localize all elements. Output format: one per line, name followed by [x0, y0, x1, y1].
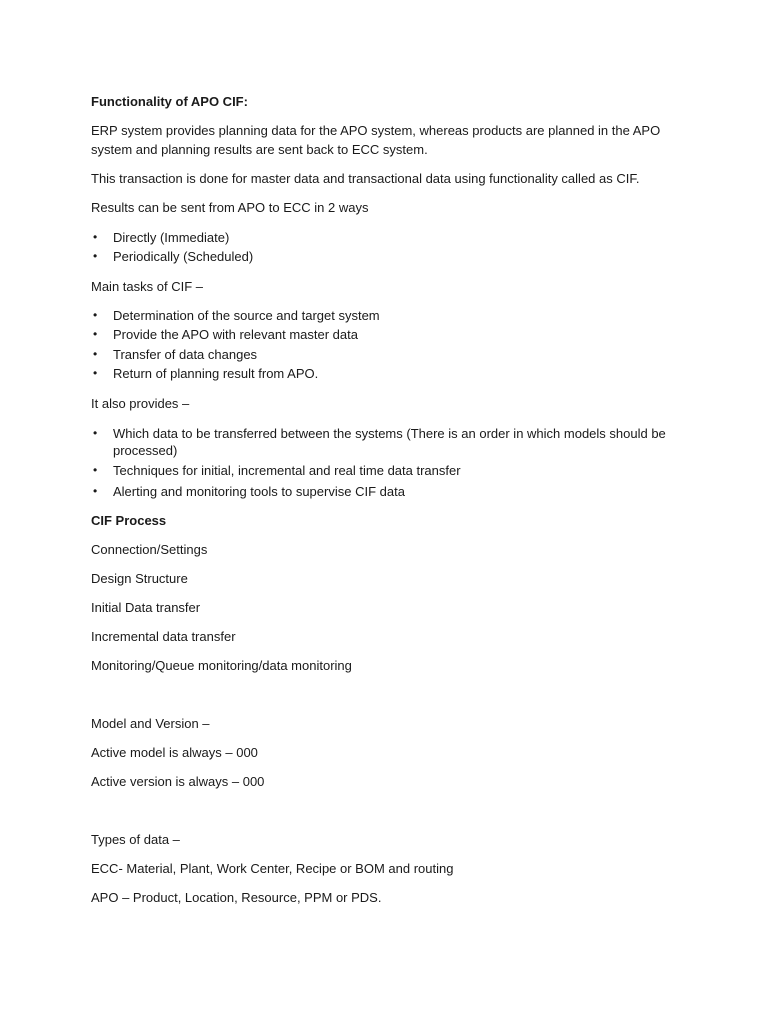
bullet-glyph: • — [93, 327, 98, 341]
list-item-task: Determination of the source and target system — [113, 308, 380, 323]
bullet-glyph: • — [93, 484, 98, 498]
bullet-glyph: • — [93, 426, 98, 440]
cif-process-step: Connection/Settings — [91, 542, 208, 557]
cif-process-heading: CIF Process — [91, 513, 167, 528]
main-tasks-label: Main tasks of CIF – — [91, 279, 203, 294]
list-item-way: Directly (Immediate) — [113, 230, 230, 245]
bullet-glyph: • — [93, 463, 98, 477]
bullet-glyph: • — [93, 249, 98, 263]
list-item-provides: Alerting and monitoring tools to supervise CIF data — [113, 484, 405, 499]
paragraph-erp-line-1: ERP system provides planning data for the APO system, whereas products are planned in the APO — [91, 123, 661, 138]
bullet-glyph: • — [93, 347, 98, 361]
types-ecc-line: ECC- Material, Plant, Work Center, Recipe or BOM and routing — [91, 861, 454, 876]
cif-process-step: Incremental data transfer — [91, 629, 236, 644]
list-item-provides: Which data to be transferred between the systems (There is an order in which models should be processed) — [113, 426, 666, 458]
paragraph-results: Results can be sent from APO to ECC in 2 ways — [91, 200, 369, 215]
list-item-task: Transfer of data changes — [113, 347, 258, 362]
bullet-glyph: • — [93, 230, 98, 244]
types-of-data-label: Types of data – — [91, 832, 180, 847]
list-item-way: Periodically (Scheduled) — [113, 249, 254, 264]
paragraph-transaction: This transaction is done for master data and transactional data using functionality called as CIF. — [91, 171, 640, 186]
list-item-task: Provide the APO with relevant master data — [113, 327, 358, 342]
document-heading: Functionality of APO CIF: — [91, 94, 248, 109]
also-provides-label: It also provides – — [91, 396, 190, 411]
list-item-task: Return of planning result from APO. — [113, 366, 319, 381]
list-item-provides: Techniques for initial, incremental and real time data transfer — [113, 463, 461, 478]
cif-process-step: Initial Data transfer — [91, 600, 201, 615]
model-version-label: Model and Version – — [91, 716, 210, 731]
active-version-line: Active version is always – 000 — [91, 774, 265, 789]
bullet-glyph: • — [93, 366, 98, 380]
bullet-glyph: • — [93, 308, 98, 322]
paragraph-erp-line-2: system and planning results are sent back to ECC system. — [91, 142, 428, 157]
types-apo-line: APO – Product, Location, Resource, PPM or PDS. — [91, 890, 382, 905]
active-model-line: Active model is always – 000 — [91, 745, 258, 760]
cif-process-step: Design Structure — [91, 571, 188, 586]
cif-process-step: Monitoring/Queue monitoring/data monitoring — [91, 658, 352, 673]
